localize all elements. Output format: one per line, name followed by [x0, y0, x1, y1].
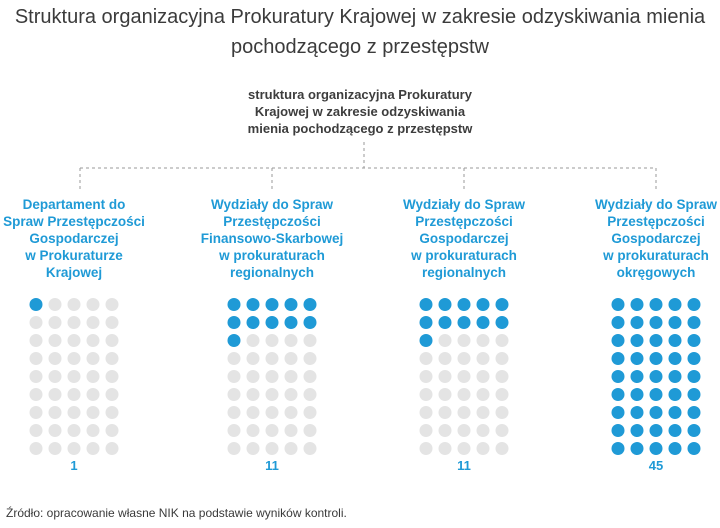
dot-empty: [30, 316, 43, 329]
unit-column-4: [576, 196, 720, 473]
dot-empty: [439, 352, 452, 365]
unit-label-line: regionalnych: [229, 265, 315, 280]
dot-filled: [631, 370, 644, 383]
dot-empty: [30, 370, 43, 383]
dot-filled: [688, 334, 701, 347]
dot-empty: [477, 352, 490, 365]
unit-count: 11: [457, 458, 471, 473]
dot-filled: [650, 334, 663, 347]
dot-filled: [669, 370, 682, 383]
dot-filled: [650, 316, 663, 329]
dot-empty: [228, 424, 241, 437]
dot-filled: [688, 370, 701, 383]
dot-filled: [228, 316, 241, 329]
dot-grid: [612, 298, 701, 455]
dot-empty: [458, 370, 471, 383]
dot-filled: [650, 424, 663, 437]
unit-label-line: Przestępczości: [223, 214, 321, 229]
dot-filled: [458, 316, 471, 329]
dot-filled: [285, 298, 298, 311]
dot-filled: [266, 298, 279, 311]
dot-filled: [669, 316, 682, 329]
dot-filled: [30, 298, 43, 311]
dot-empty: [228, 442, 241, 455]
unit-label-line: Krajowej: [45, 265, 103, 280]
unit-label-line: regionalnych: [421, 265, 507, 280]
dot-filled: [228, 298, 241, 311]
dot-empty: [439, 442, 452, 455]
dot-empty: [439, 406, 452, 419]
dot-empty: [87, 352, 100, 365]
dot-empty: [477, 442, 490, 455]
dot-empty: [49, 370, 62, 383]
dot-empty: [68, 442, 81, 455]
dot-filled: [650, 442, 663, 455]
unit-label-line: Wydziały do Spraw: [402, 197, 526, 212]
dot-empty: [247, 406, 260, 419]
root-label-line: struktura organizacyjna Prokuratury: [248, 87, 472, 102]
dot-filled: [688, 388, 701, 401]
dot-empty: [228, 352, 241, 365]
dot-filled: [612, 370, 625, 383]
dot-empty: [266, 442, 279, 455]
dot-empty: [247, 334, 260, 347]
root-label-line: Krajowej w zakresie odzyskiwania: [254, 104, 466, 119]
dot-empty: [68, 424, 81, 437]
dot-filled: [669, 442, 682, 455]
dot-filled: [631, 388, 644, 401]
dot-empty: [247, 442, 260, 455]
dot-empty: [49, 334, 62, 347]
dot-filled: [304, 316, 317, 329]
dot-grid: [420, 298, 509, 455]
dot-filled: [420, 298, 433, 311]
unit-column-3: [384, 196, 544, 473]
dot-empty: [228, 388, 241, 401]
unit-label-line: Wydziały do Spraw: [210, 197, 334, 212]
dot-empty: [106, 424, 119, 437]
dot-empty: [266, 352, 279, 365]
dot-empty: [477, 424, 490, 437]
dot-filled: [304, 298, 317, 311]
dot-empty: [87, 298, 100, 311]
unit-label-line: Finansowo-Skarbowej: [200, 231, 344, 246]
dot-empty: [247, 424, 260, 437]
dot-filled: [285, 316, 298, 329]
dot-empty: [49, 298, 62, 311]
dot-empty: [266, 334, 279, 347]
dot-empty: [477, 388, 490, 401]
dot-empty: [68, 298, 81, 311]
dot-empty: [420, 424, 433, 437]
dot-empty: [247, 370, 260, 383]
dot-empty: [496, 352, 509, 365]
dot-filled: [612, 388, 625, 401]
dot-empty: [420, 352, 433, 365]
unit-label: [384, 196, 544, 286]
dot-empty: [439, 370, 452, 383]
dot-filled: [458, 298, 471, 311]
dot-empty: [87, 424, 100, 437]
unit-label-line: Departament do: [22, 197, 126, 212]
dot-empty: [49, 388, 62, 401]
dot-filled: [669, 298, 682, 311]
dot-filled: [228, 334, 241, 347]
dot-empty: [106, 370, 119, 383]
dot-empty: [49, 316, 62, 329]
dot-empty: [304, 442, 317, 455]
root-label-line: mienia pochodzącego z przestępstw: [247, 121, 473, 136]
dot-filled: [631, 424, 644, 437]
dot-empty: [49, 406, 62, 419]
dot-empty: [439, 388, 452, 401]
source-note: Źródło: opracowanie własne NIK na podstawie wyników kontroli.: [6, 506, 347, 520]
dot-filled: [688, 352, 701, 365]
dot-empty: [496, 370, 509, 383]
dot-filled: [247, 316, 260, 329]
dot-empty: [420, 388, 433, 401]
dot-empty: [87, 334, 100, 347]
dot-empty: [30, 334, 43, 347]
dot-empty: [106, 352, 119, 365]
unit-column-2: [192, 196, 352, 473]
dot-empty: [458, 442, 471, 455]
dot-empty: [458, 334, 471, 347]
dot-empty: [496, 442, 509, 455]
dot-filled: [439, 316, 452, 329]
dot-empty: [30, 352, 43, 365]
dot-empty: [266, 424, 279, 437]
dot-empty: [439, 424, 452, 437]
dot-filled: [669, 424, 682, 437]
dot-filled: [247, 298, 260, 311]
dot-empty: [439, 334, 452, 347]
dot-grid: [228, 298, 317, 455]
dot-empty: [458, 352, 471, 365]
dot-empty: [304, 352, 317, 365]
dot-empty: [496, 334, 509, 347]
dot-empty: [87, 406, 100, 419]
dot-empty: [285, 424, 298, 437]
dot-empty: [304, 370, 317, 383]
dot-filled: [631, 406, 644, 419]
unit-label-line: w prokuraturach: [219, 248, 325, 263]
dot-empty: [30, 406, 43, 419]
unit-label-line: w prokuraturach: [411, 248, 517, 263]
dot-empty: [477, 370, 490, 383]
dot-empty: [68, 352, 81, 365]
dot-empty: [266, 370, 279, 383]
unit-label-line: Wydziały do Spraw: [594, 197, 718, 212]
dot-empty: [285, 370, 298, 383]
dot-empty: [87, 442, 100, 455]
dot-filled: [688, 424, 701, 437]
dot-empty: [68, 316, 81, 329]
dot-empty: [304, 334, 317, 347]
unit-column-1: [0, 196, 154, 473]
dot-filled: [612, 406, 625, 419]
dot-empty: [304, 388, 317, 401]
dot-empty: [87, 316, 100, 329]
dot-empty: [68, 334, 81, 347]
diagram-title: Struktura organizacyjna Prokuratury Krajowej w zakresie odzyskiwania mienia pochodzącego z przestępstw: [14, 6, 706, 58]
dot-empty: [228, 406, 241, 419]
dot-empty: [228, 370, 241, 383]
dot-empty: [285, 406, 298, 419]
dot-filled: [688, 298, 701, 311]
unit-label-line: Gospodarczej: [29, 231, 119, 246]
dot-filled: [669, 352, 682, 365]
unit-label-line: Gospodarczej: [419, 231, 509, 246]
unit-label: [192, 196, 352, 286]
dot-filled: [631, 298, 644, 311]
dot-empty: [420, 406, 433, 419]
dot-empty: [247, 388, 260, 401]
dot-filled: [420, 316, 433, 329]
dot-empty: [49, 352, 62, 365]
dot-filled: [650, 352, 663, 365]
unit-label-line: Gospodarczej: [611, 231, 701, 246]
dot-empty: [68, 388, 81, 401]
dot-filled: [612, 316, 625, 329]
unit-label-line: w Prokuraturze: [25, 248, 123, 263]
dot-filled: [420, 334, 433, 347]
unit-label-line: Przestępczości: [415, 214, 513, 229]
dot-filled: [439, 298, 452, 311]
dot-empty: [68, 406, 81, 419]
dot-empty: [304, 424, 317, 437]
dot-empty: [247, 352, 260, 365]
unit-count: 1: [70, 458, 78, 473]
unit-label: [576, 196, 720, 286]
dot-empty: [106, 406, 119, 419]
unit-label-line: okręgowych: [616, 265, 696, 280]
unit-label: [0, 196, 154, 286]
dot-filled: [631, 334, 644, 347]
dot-empty: [477, 334, 490, 347]
dot-filled: [669, 388, 682, 401]
dot-filled: [477, 316, 490, 329]
dot-empty: [30, 388, 43, 401]
dot-empty: [496, 424, 509, 437]
dot-filled: [496, 316, 509, 329]
dot-filled: [669, 406, 682, 419]
dot-filled: [612, 424, 625, 437]
dot-filled: [631, 442, 644, 455]
dot-empty: [30, 442, 43, 455]
dot-empty: [420, 442, 433, 455]
unit-label-line: Przestępczości: [607, 214, 705, 229]
dot-filled: [612, 334, 625, 347]
unit-count: 11: [265, 458, 279, 473]
unit-label-line: w prokuraturach: [603, 248, 709, 263]
dot-empty: [106, 316, 119, 329]
dot-empty: [496, 406, 509, 419]
dot-filled: [612, 298, 625, 311]
dot-empty: [496, 388, 509, 401]
unit-label-line: Spraw Przestępczości: [3, 214, 145, 229]
dot-empty: [106, 334, 119, 347]
dot-empty: [49, 424, 62, 437]
dot-filled: [496, 298, 509, 311]
dot-empty: [458, 406, 471, 419]
dot-empty: [30, 424, 43, 437]
dot-filled: [688, 406, 701, 419]
dot-filled: [688, 316, 701, 329]
dot-empty: [285, 442, 298, 455]
connector-lines: [0, 0, 720, 200]
dot-filled: [650, 388, 663, 401]
dot-empty: [420, 370, 433, 383]
dot-filled: [266, 316, 279, 329]
dot-grid: [30, 298, 119, 455]
dot-filled: [631, 316, 644, 329]
dot-empty: [87, 370, 100, 383]
dot-empty: [285, 334, 298, 347]
dot-filled: [612, 442, 625, 455]
dot-empty: [477, 406, 490, 419]
dot-empty: [266, 406, 279, 419]
dot-empty: [458, 388, 471, 401]
dot-empty: [304, 406, 317, 419]
dot-empty: [285, 352, 298, 365]
dot-empty: [106, 388, 119, 401]
dot-filled: [631, 352, 644, 365]
dot-filled: [669, 334, 682, 347]
dot-filled: [688, 442, 701, 455]
dot-filled: [650, 298, 663, 311]
dot-empty: [266, 388, 279, 401]
dot-empty: [68, 370, 81, 383]
dot-filled: [650, 370, 663, 383]
dot-filled: [650, 406, 663, 419]
dot-empty: [458, 424, 471, 437]
dot-empty: [106, 298, 119, 311]
dot-filled: [612, 352, 625, 365]
dot-empty: [87, 388, 100, 401]
dot-empty: [285, 388, 298, 401]
unit-count: 45: [648, 458, 664, 473]
dot-filled: [477, 298, 490, 311]
dot-empty: [106, 442, 119, 455]
dot-empty: [49, 442, 62, 455]
